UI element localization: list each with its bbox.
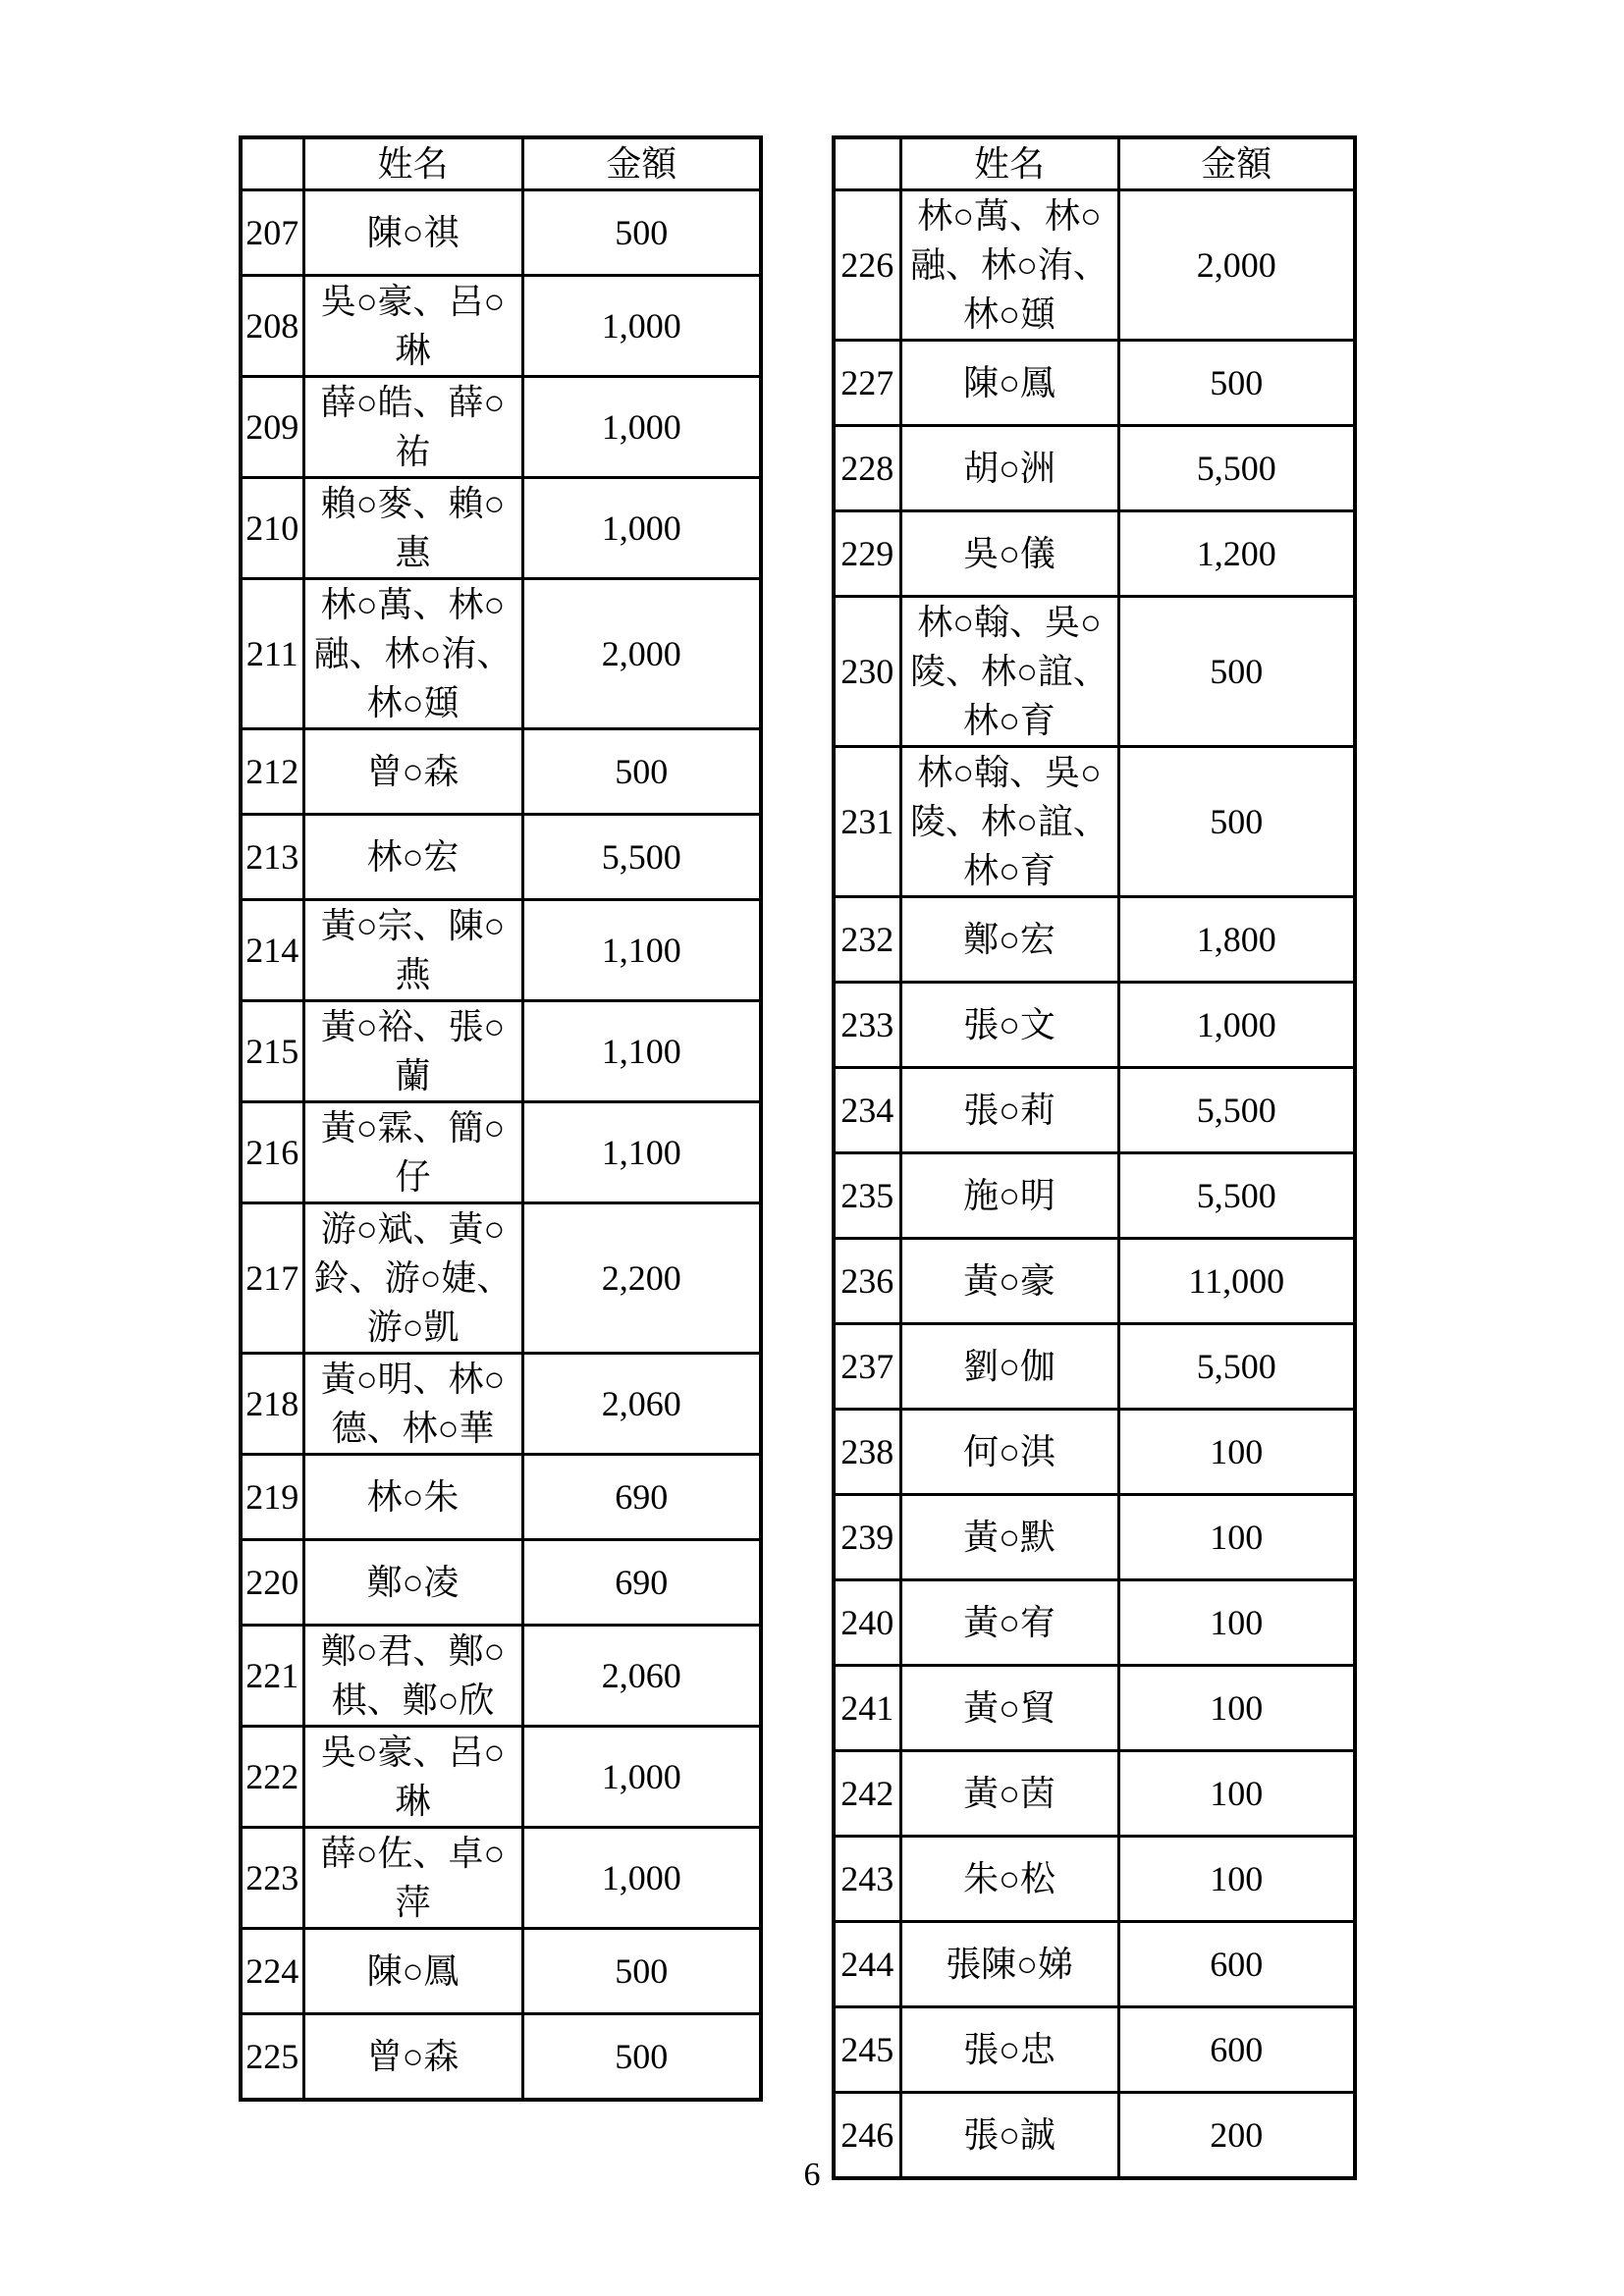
donation-amount: 100: [1118, 1580, 1355, 1666]
donor-name: 吳○豪、呂○琳: [303, 276, 522, 377]
donation-amount: 1,100: [522, 1102, 761, 1203]
row-index: 220: [241, 1540, 303, 1626]
row-index: 232: [834, 897, 900, 983]
donation-amount: 600: [1118, 1922, 1355, 2007]
donation-amount: 600: [1118, 2007, 1355, 2093]
donation-amount: 1,200: [1118, 511, 1355, 597]
row-index: 214: [241, 900, 303, 1001]
table-row: [241, 377, 761, 478]
donation-amount: 2,000: [522, 579, 761, 729]
table-row: [241, 729, 761, 815]
table-row: [834, 897, 1355, 983]
donation-amount: 1,000: [1118, 983, 1355, 1068]
donor-name: 薛○佐、卓○萍: [303, 1828, 522, 1929]
row-index: 216: [241, 1102, 303, 1203]
donor-name: 賴○麥、賴○惠: [303, 478, 522, 579]
donation-amount: 1,000: [522, 276, 761, 377]
row-index: 209: [241, 377, 303, 478]
donation-amount: 500: [1118, 341, 1355, 426]
row-index: 236: [834, 1239, 900, 1324]
donor-name: 薛○皓、薛○祐: [303, 377, 522, 478]
row-index: 221: [241, 1626, 303, 1727]
table-row: [834, 983, 1355, 1068]
donation-amount: 2,200: [522, 1203, 761, 1354]
table-row: [834, 2007, 1355, 2093]
donation-amount: 5,500: [522, 815, 761, 900]
donation-amount: 2,000: [1118, 190, 1355, 341]
donor-name: 曾○森: [303, 729, 522, 815]
donation-amount: 100: [1118, 1751, 1355, 1837]
table-row: [241, 478, 761, 579]
donation-amount: 100: [1118, 1666, 1355, 1751]
donor-name: 林○萬、林○融、林○洧、林○頲: [900, 190, 1118, 341]
donor-name: 林○翰、吳○陵、林○誼、林○育: [900, 597, 1118, 747]
row-index: 218: [241, 1354, 303, 1455]
donation-amount: 1,100: [522, 1001, 761, 1102]
row-index: 225: [241, 2014, 303, 2101]
donor-name: 林○宏: [303, 815, 522, 900]
donation-amount: 500: [522, 1929, 761, 2014]
header-amount: 金額: [1118, 137, 1355, 190]
donations-table-left: [239, 135, 763, 2102]
table-row: [834, 1068, 1355, 1153]
donor-name: 黃○宥: [900, 1580, 1118, 1666]
header-index: [834, 137, 900, 190]
donation-amount: 1,000: [522, 377, 761, 478]
table-row: [834, 1324, 1355, 1410]
row-index: 242: [834, 1751, 900, 1837]
row-index: 243: [834, 1837, 900, 1922]
row-index: 215: [241, 1001, 303, 1102]
donation-amount: 690: [522, 1540, 761, 1626]
donation-amount: 5,500: [1118, 426, 1355, 511]
donation-amount: 500: [1118, 747, 1355, 897]
table-row: [834, 426, 1355, 511]
donation-amount: 1,000: [522, 1727, 761, 1828]
donor-name: 吳○豪、呂○琳: [303, 1727, 522, 1828]
row-index: 213: [241, 815, 303, 900]
table-row: [834, 1153, 1355, 1239]
table-row: [241, 190, 761, 276]
donor-name: 黃○霖、簡○仔: [303, 1102, 522, 1203]
table-header-left: [241, 137, 761, 190]
donation-amount: 11,000: [1118, 1239, 1355, 1324]
table-row: [834, 597, 1355, 747]
table-row: [834, 190, 1355, 341]
row-index: 235: [834, 1153, 900, 1239]
donations-table-right: [832, 135, 1357, 2180]
row-index: 239: [834, 1495, 900, 1580]
donor-name: 鄭○君、鄭○棋、鄭○欣: [303, 1626, 522, 1727]
donor-name: 施○明: [900, 1153, 1118, 1239]
table-row: [241, 1540, 761, 1626]
table-header-right: [834, 137, 1355, 190]
donor-name: 鄭○宏: [900, 897, 1118, 983]
donor-name: 張○文: [900, 983, 1118, 1068]
header-name: 姓名: [900, 137, 1118, 190]
table-row: [241, 1727, 761, 1828]
row-index: 231: [834, 747, 900, 897]
row-index: 228: [834, 426, 900, 511]
donor-name: 何○淇: [900, 1410, 1118, 1495]
row-index: 219: [241, 1455, 303, 1540]
donor-name: 陳○鳳: [900, 341, 1118, 426]
table-row: [834, 1751, 1355, 1837]
row-index: 210: [241, 478, 303, 579]
table-body-right: [834, 190, 1355, 2179]
table-row: [834, 1239, 1355, 1324]
table-row: [834, 341, 1355, 426]
donation-amount: 690: [522, 1455, 761, 1540]
table-row: [241, 1929, 761, 2014]
row-index: 246: [834, 2093, 900, 2179]
donor-name: 朱○松: [900, 1837, 1118, 1922]
donation-amount: 500: [1118, 597, 1355, 747]
row-index: 245: [834, 2007, 900, 2093]
donation-amount: 200: [1118, 2093, 1355, 2179]
donation-amount: 5,500: [1118, 1068, 1355, 1153]
table-row: [241, 815, 761, 900]
row-index: 237: [834, 1324, 900, 1410]
table-row: [834, 1922, 1355, 2007]
donation-amount: 1,800: [1118, 897, 1355, 983]
page-number: 6: [803, 2157, 821, 2193]
donation-amount: 100: [1118, 1495, 1355, 1580]
row-index: 223: [241, 1828, 303, 1929]
donor-name: 黃○宗、陳○燕: [303, 900, 522, 1001]
table-row: [834, 1580, 1355, 1666]
donation-amount: 2,060: [522, 1626, 761, 1727]
donor-name: 張○誠: [900, 2093, 1118, 2179]
header-name: 姓名: [303, 137, 522, 190]
donor-name: 黃○默: [900, 1495, 1118, 1580]
row-index: 212: [241, 729, 303, 815]
donor-name: 吳○儀: [900, 511, 1118, 597]
donor-name: 黃○明、林○德、林○華: [303, 1354, 522, 1455]
row-index: 208: [241, 276, 303, 377]
table-row: [834, 1666, 1355, 1751]
donor-name: 張○莉: [900, 1068, 1118, 1153]
donor-name: 黃○豪: [900, 1239, 1118, 1324]
donor-name: 陳○祺: [303, 190, 522, 276]
header-amount: 金額: [522, 137, 761, 190]
donation-amount: 2,060: [522, 1354, 761, 1455]
donor-name: 曾○森: [303, 2014, 522, 2101]
donor-name: 游○斌、黃○鈴、游○婕、游○凱: [303, 1203, 522, 1354]
donor-name: 劉○伽: [900, 1324, 1118, 1410]
donation-amount: 1,100: [522, 900, 761, 1001]
donor-name: 黃○貿: [900, 1666, 1118, 1751]
table-row: [241, 1354, 761, 1455]
donor-name: 張陳○娣: [900, 1922, 1118, 2007]
donor-name: 陳○鳳: [303, 1929, 522, 2014]
table-row: [241, 900, 761, 1001]
donation-amount: 5,500: [1118, 1153, 1355, 1239]
header-index: [241, 137, 303, 190]
donor-name: 林○萬、林○融、林○洧、林○頲: [303, 579, 522, 729]
donation-amount: 500: [522, 190, 761, 276]
table-row: [834, 511, 1355, 597]
donor-name: 黃○茵: [900, 1751, 1118, 1837]
row-index: 226: [834, 190, 900, 341]
row-index: 211: [241, 579, 303, 729]
donor-name: 胡○洲: [900, 426, 1118, 511]
table-body-left: [241, 190, 761, 2101]
row-index: 240: [834, 1580, 900, 1666]
donation-amount: 500: [522, 2014, 761, 2101]
table-row: [834, 1495, 1355, 1580]
row-index: 230: [834, 597, 900, 747]
row-index: 234: [834, 1068, 900, 1153]
row-index: 217: [241, 1203, 303, 1354]
donation-amount: 1,000: [522, 1828, 761, 1929]
donor-name: 黃○裕、張○蘭: [303, 1001, 522, 1102]
donation-amount: 500: [522, 729, 761, 815]
table-row: [241, 1455, 761, 1540]
row-index: 207: [241, 190, 303, 276]
donor-name: 林○翰、吳○陵、林○誼、林○育: [900, 747, 1118, 897]
donor-name: 張○忠: [900, 2007, 1118, 2093]
table-row: [834, 1410, 1355, 1495]
table-row: [834, 747, 1355, 897]
header-row: [241, 137, 761, 190]
table-row: [241, 2014, 761, 2101]
row-index: 224: [241, 1929, 303, 2014]
table-row: [241, 579, 761, 729]
table-row: [241, 1001, 761, 1102]
donation-amount: 1,000: [522, 478, 761, 579]
row-index: 229: [834, 511, 900, 597]
donation-amount: 100: [1118, 1837, 1355, 1922]
donor-name: 鄭○凌: [303, 1540, 522, 1626]
header-row: [834, 137, 1355, 190]
table-row: [834, 1837, 1355, 1922]
table-row: [241, 1626, 761, 1727]
table-row: [241, 1203, 761, 1354]
row-index: 222: [241, 1727, 303, 1828]
donor-name: 林○朱: [303, 1455, 522, 1540]
table-row: [241, 1828, 761, 1929]
row-index: 233: [834, 983, 900, 1068]
donation-amount: 5,500: [1118, 1324, 1355, 1410]
row-index: 227: [834, 341, 900, 426]
table-row: [241, 1102, 761, 1203]
row-index: 238: [834, 1410, 900, 1495]
donation-amount: 100: [1118, 1410, 1355, 1495]
row-index: 244: [834, 1922, 900, 2007]
row-index: 241: [834, 1666, 900, 1751]
table-row: [241, 276, 761, 377]
